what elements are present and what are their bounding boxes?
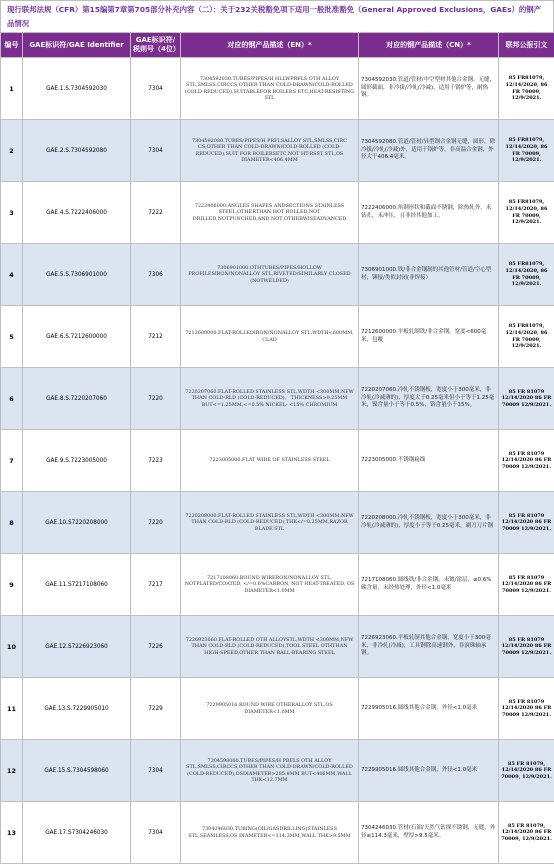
table-header-row xyxy=(1,33,554,58)
federal-register-citation: 85 FR 81079 12/14/2020 86 FR 70009 12/9/2021. xyxy=(499,678,554,740)
federal-register-citation: 85 FR81079, 12/14/2020, 86 FR 70009, 12/9/2021. xyxy=(499,244,554,306)
gae-identifier: GAE.6.S.7212600000 xyxy=(23,306,131,368)
row-number: 5 xyxy=(1,306,23,368)
gae-identifier: GAE.5.S.7306901000 xyxy=(23,244,131,306)
table-row xyxy=(1,492,554,554)
gae-identifier: GAE.1.S.7304592030 xyxy=(23,58,131,120)
description-cn: 7304592030.管道/管材/中空型材其他合金钢，无缝，圆形截面，非冷拔/冷轧(冷减)，适用于锅炉等，耐热钢。 xyxy=(359,58,499,120)
document-title: 现行联邦法规（CFR）第15编第7章第705部分补充内容（二）：关于232关税豁免项下适用一般批准豁免（General Approved Exclusions，GAEs）的钢产品情况 xyxy=(0,0,554,32)
gae-identifier: GAE.8.S.7220207060 xyxy=(23,368,131,430)
row-number: 7 xyxy=(1,430,23,492)
hts-code: 7304 xyxy=(131,58,181,120)
description-en: 7304598060.TUBES/PIPES/H PRFLS OTH ALLOY STL,SMLSS,CIRCCS,OTHER THAN COLD-DRAWN/COLD-ROLLED (COLD-REDUCED),OSDIAMETER>285.8MM BUT<406MM,WALL THK<12.7MM xyxy=(181,740,359,802)
header-gae-identifier: GAE标识符/GAE Identifier xyxy=(23,33,131,58)
federal-register-citation: 85 FR81079, 12/14/2020, 86 FR 70009, 12/9/2021. xyxy=(499,182,554,244)
federal-register-citation: 85 FR 81079, 12/14/2020 86 FR 70009, 12/9/2021. xyxy=(499,802,554,864)
row-number: 6 xyxy=(1,368,23,430)
federal-register-citation: 85 FR 81079 12/14/2020 86 FR 70009 12/9/2021. xyxy=(499,430,554,492)
gae-identifier: GAE.2.S.7304592080 xyxy=(23,120,131,182)
description-cn: 7217108060.圆线铁/非合金钢，未镀/涂层，≤0.6%碳含量，未经热处理，外径<1.0毫米 xyxy=(359,554,499,616)
table-row xyxy=(1,182,554,244)
row-number: 12 xyxy=(1,740,23,802)
hts-code: 7220 xyxy=(131,368,181,430)
description-cn: 7226923060.平板轧制其他合金钢，宽度小于300毫米，非冷轧(冷减)，工具钢除高速钢外，非滚珠轴承钢。 xyxy=(359,616,499,678)
gae-identifier: GAE.11.S7217108060 xyxy=(23,554,131,616)
row-number: 2 xyxy=(1,120,23,182)
gae-identifier: GAE.12.S7226923060 xyxy=(23,616,131,678)
table-row xyxy=(1,244,554,306)
row-number: 13 xyxy=(1,802,23,864)
gae-identifier: GAE.15.S.7304598060 xyxy=(23,740,131,802)
table-row xyxy=(1,802,554,864)
table-row xyxy=(1,120,554,182)
federal-register-citation: 85 FR 81079 12/14/2020 86 FR 70009 12/9/2021. xyxy=(499,616,554,678)
gae-identifier: GAE.4.S.7222406000 xyxy=(23,182,131,244)
federal-register-citation: 85 FR 81079 12/14/2020 86 FR 70009 12/9/2021. xyxy=(499,492,554,554)
table-row xyxy=(1,678,554,740)
table-row xyxy=(1,58,554,120)
description-en: 7220207060.FLAT-ROLLED STAINLESS STL,WDTH <300MM,NFW THAN COLD-RLD (COLD-REDUCED)， THICKNESS>0.25MM BUT<=1.25MM,<=0.5% NICKEL- <15% CHROMIUM xyxy=(181,368,359,430)
row-number: 8 xyxy=(1,492,23,554)
table-row xyxy=(1,616,554,678)
description-cn: 7212600000.平板轧制铁/非合金钢，宽度<600毫米，包覆 xyxy=(359,306,499,368)
row-number: 3 xyxy=(1,182,23,244)
federal-register-citation: 85 FR 81079 12/14/2020 86 FR 70009 12/9/2021. xyxy=(499,554,554,616)
hts-code: 7306 xyxy=(131,244,181,306)
header-federal-register: 联邦公报引文 xyxy=(499,33,554,58)
hts-code: 7222 xyxy=(131,182,181,244)
description-cn: 7222406000.角钢形状和截面不锈钢，除热轧外，未钻孔，未冲压，且非经其他加工。 xyxy=(359,182,499,244)
description-en: 7229905016.ROUND WIRE OTHERALLOY STL,OS DIAMETER<1.0MM xyxy=(181,678,359,740)
row-number: 11 xyxy=(1,678,23,740)
description-en: 7222406000.ANGLES SHAPES ANDSECTIONS STAINLESS STEEL,OTHERTHAN HOT ROLLED,NOT DRILLED,NOTPUNCHED,AND NOT OTHERWISEADVANCED xyxy=(181,182,359,244)
federal-register-citation: 85 FR81079, 12/14/2020, 86 FR 70009, 12/9/2021. xyxy=(499,58,554,120)
hts-code: 7304 xyxy=(131,120,181,182)
table-row xyxy=(1,368,554,430)
gae-identifier: GAE.9.S.7223005000 xyxy=(23,430,131,492)
gae-identifier: GAE.17.S7304246030 xyxy=(23,802,131,864)
description-en: 7304592030.TUBES/PIPES/H HLLWPRFLS OTH ALLOY STL,SMLSS,CIRCCS,OTHER THAN COLD-DRAWN/COLD-ROLLED (COLD-REDUCED),SUITABLEFOR BOILERS ETC,HEAT-RESISTING STL xyxy=(181,58,359,120)
hts-code: 7220 xyxy=(131,492,181,554)
hts-code: 7229 xyxy=(131,678,181,740)
description-cn: 7220207060.冷轧不锈钢板，宽度小于300毫米，非冷轧(冷减薄的)，厚度大于0.25毫米但小于等于1.25毫米，镍含量小于等于0.5%，铬含量小于15%。 xyxy=(359,368,499,430)
federal-register-citation: 85 FR 81079, 12/14/2020 86 FR 70009, 12/9/2021. xyxy=(499,740,554,802)
table-row xyxy=(1,554,554,616)
federal-register-citation: 85 FR81079, 12/14/2020, 86 FR 70009, 12/9/2021. xyxy=(499,120,554,182)
description-en: 7226923060.FLAT-ROLLED OTH ALLOYSTL,WDTH <300MM,NFW THAN COLD-RLD (COLD-REDUCED),TOOL STEEL OTHTHAN HIGH-SPEED,OTHER THAN BALL-BEARING STEEL xyxy=(181,616,359,678)
header-hts-code: GAE标识符/税则号（4位） xyxy=(131,33,181,58)
hts-code: 7304 xyxy=(131,802,181,864)
gae-identifier: GAE.13.S.7229905010 xyxy=(23,678,131,740)
description-cn: 7304246030.管材(石油/天然气钻探不锈钢，无缝，外径≤114.3毫米，壁厚>9.5毫米。 xyxy=(359,802,499,864)
gae-identifier: GAE.10.S7220208000 xyxy=(23,492,131,554)
gae-table xyxy=(0,32,554,864)
description-en: 7220208000.FLAT-ROLLED STAINLESS STL,WDTH <300MM,NFW THAN COLD-RLD (COLD-REDUCED),THK</=0.25MM,RAZOR BLADE STL xyxy=(181,492,359,554)
table-row xyxy=(1,740,554,802)
table-row xyxy=(1,306,554,368)
description-en: 7306901000.OTHTUBES/PIPES/HOLLOW PROFILESIRON/NONALLOY STL,RIVETED/SIMILARLY CLOSED (NOTWELDED) xyxy=(181,244,359,306)
description-en: 7304592080.TUBES/PIPES/H PRFLSALLOY STL,SMLSS,CIRC CS,OTHER THAN COLD-DRAWN/COLD-ROLLED (COLD-REDUCED),SUIT FOR BOILERSETC,NOT HT-RSST STL,OS DIAMETER<406.4MM xyxy=(181,120,359,182)
hts-code: 7217 xyxy=(131,554,181,616)
description-cn: 7306901000.铁/非合金钢制的其他管材/管道/空心型材，铆接/类似封闭(非焊接） xyxy=(359,244,499,306)
row-number: 4 xyxy=(1,244,23,306)
row-number: 1 xyxy=(1,58,23,120)
hts-code: 7212 xyxy=(131,306,181,368)
description-en: 7212600000.FLAT-ROLLEDIRON/NONALLOY STL,WDTH<600MM, CLAD xyxy=(181,306,359,368)
table-row xyxy=(1,430,554,492)
description-cn: 7220208000.冷轧不锈钢板，宽度小于300毫米，非冷轧(冷减薄的)，厚度小于等于0.25毫米，剃刀刀片钢 xyxy=(359,492,499,554)
header-description-cn: 对应的钢产品描述（CN）* xyxy=(359,33,499,58)
federal-register-citation: 85 FR81079, 12/14/2020, 86 FR 70009, 12/9/2021. xyxy=(499,306,554,368)
header-no: 编号 xyxy=(1,33,23,58)
description-cn: 7229905016.圆线其他合金钢，外径<1.0毫米 xyxy=(359,678,499,740)
row-number: 10 xyxy=(1,616,23,678)
header-description-en: 对应的钢产品描述（EN）* xyxy=(181,33,359,58)
description-en: 7217108060.ROUND WIRERON/NONALLOY STL, NOTPLATED/COATED, </=0.6%CARBON, NOT HEAT-TREATED, OS DIAMETER<1.0MM xyxy=(181,554,359,616)
description-cn: 7304592080.管道/管材/异型钢合金钢无缝，圆形，除冷拔/冷轧(冷减)外，适用于锅炉等，非高温合金钢，外径大于406.4毫米。 xyxy=(359,120,499,182)
description-cn: 7229905016.圆线其他合金钢，外径<1.0毫米 xyxy=(359,740,499,802)
hts-code: 7304 xyxy=(131,740,181,802)
description-en: 7304246030.TUBING(OIL/GASDRILLING)STAINLESS STL,SEAMLESS,OS DIAMETER<=114.3MM,WALL THK>9.5MM xyxy=(181,802,359,864)
federal-register-citation: 85 FR 81079 12/14/2020 86 FR 70009 12/9/2021. xyxy=(499,368,554,430)
description-en: 7223005000.FLAT WIRE OF STAINLESS STEEL xyxy=(181,430,359,492)
description-cn: 7223005000.不锈钢扁线 xyxy=(359,430,499,492)
hts-code: 7226 xyxy=(131,616,181,678)
hts-code: 7223 xyxy=(131,430,181,492)
row-number: 9 xyxy=(1,554,23,616)
